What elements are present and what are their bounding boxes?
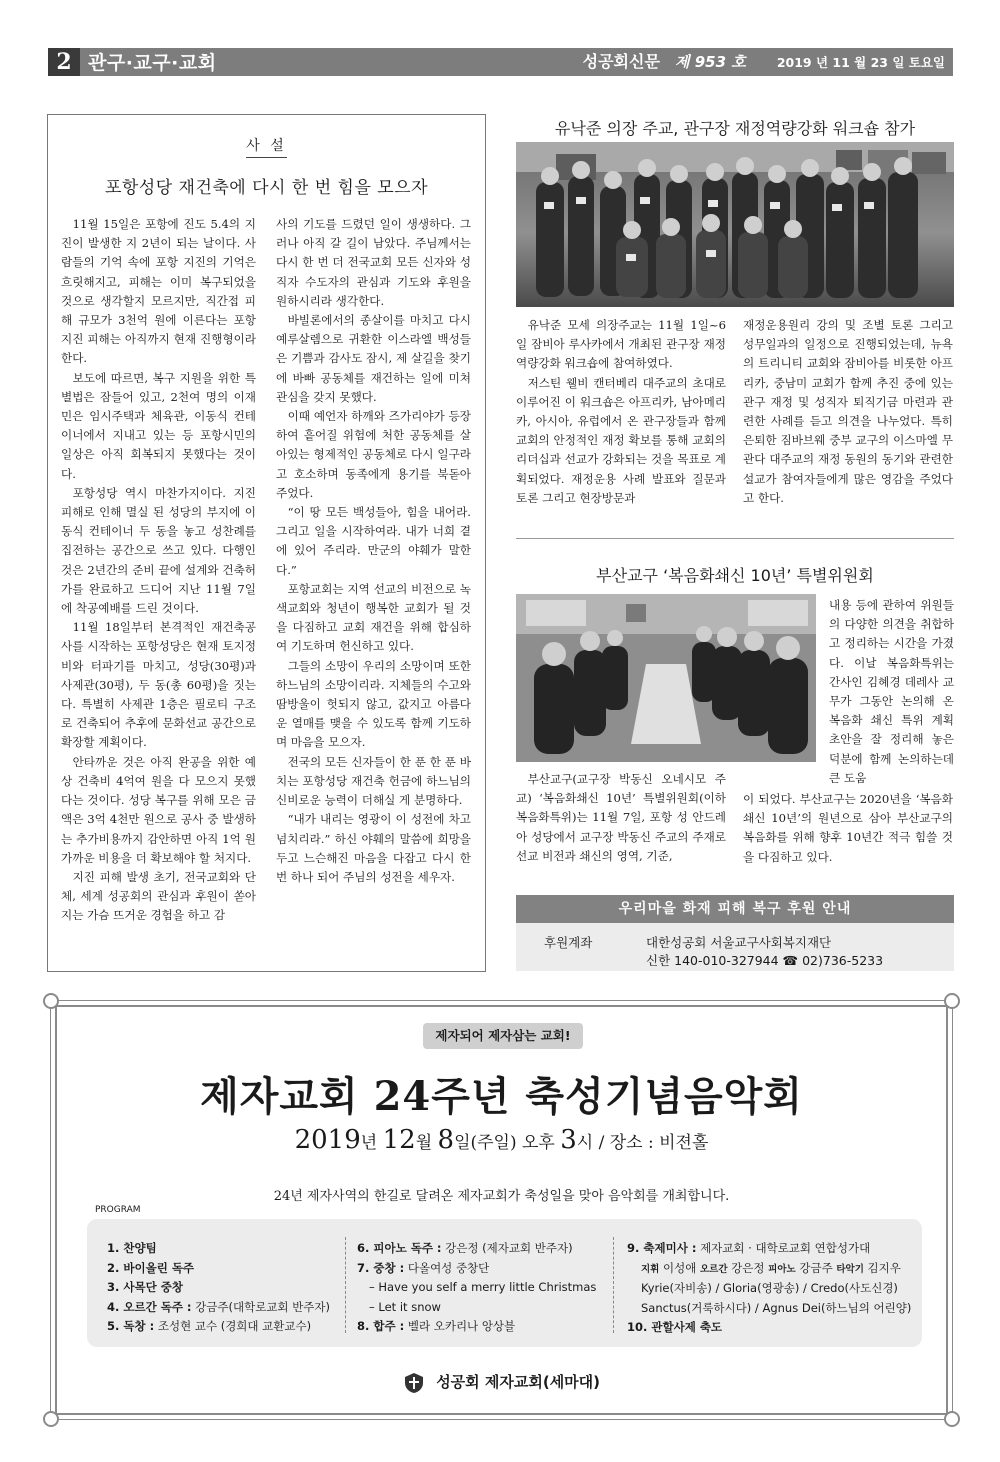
article-paragraph: 유낙준 모세 의장주교는 11월 1일~6일 잠비아 루사카에서 개최된 관구장 재정역량강화 워크숍에 참여하였다. [516, 318, 726, 371]
program-item: 5. 독창 : 조성현 교수 (경희대 교환교수) [107, 1319, 312, 1333]
ad-corner-ornament [944, 993, 960, 1009]
concert-date: 2019년 12월 8일(주일) 오후 3시 / 장소 : 비젼홀 [294, 1125, 709, 1155]
church-crest-icon [403, 1372, 425, 1394]
editorial-paragraph: 바빌론에서의 종살이를 마치고 다시 예루살렘으로 귀환한 이스라엘 백성들은 기쁨과 감사도 잠시, 제 살길을 찾기에 바빠 공동체를 재건하는 일에 미쳐 관심을 갖지 못했다. [276, 313, 471, 404]
concert-title: 제자교회 24주년 축성기념음악회 [200, 1073, 803, 1120]
relief-account-holder: 대한성공회 서울교구사회복지재단 [646, 935, 832, 950]
program-item: 7. 중창 : 다올여성 중창단 [357, 1260, 490, 1275]
program-performers: 지휘 이성애 오르간 강은정 피아노 강금주 타악기 김지우 [641, 1260, 901, 1275]
editorial-title: 포항성당 재건축에 다시 한 번 힘을 모으자 [104, 178, 429, 198]
editorial-paragraph: 사의 기도를 드렸던 일이 생생하다. 그러나 아직 갈 길이 남았다. 주님께서는 다시 한 번 더 전국교회 모든 신자와 성직자 수도자의 관심과 기도와 후원을 원하시리라 생각한다. [276, 217, 471, 308]
editorial-paragraph: 포항교회는 지역 선교의 비전으로 녹색교회와 청년이 행복한 교회가 될 것을 다짐하고 교회 재건을 위해 합심하여 기도하며 헌신하고 있다. [276, 581, 471, 654]
editorial-paragraph: 안타까운 것은 아직 완공을 위한 예상 건축비 4억여 원을 다 모으지 못했다는 것이다. 성당 복구를 위해 모은 금액은 3억 4천만 원으로 공사 중 발생하는 추가비용까지 감안하면 아직 1억 원 가까운 비용을 더 확보해야 할 처지다. [61, 754, 256, 865]
editorial-paragraph: 보도에 따르면, 복구 지원을 위한 특별법은 잠들어 있고, 2천여 명의 이재민은 임시주택과 체육관, 이동식 컨테이너에서 지내고 있는 등 포항시민의 일상은 아직 회복되지 못했다는 것이다. [61, 370, 256, 481]
page-header [48, 48, 953, 76]
program-item: 1. 찬양팀 [107, 1241, 157, 1255]
editorial-paragraph: 포항성당 역시 마찬가지이다. 지진 피해로 인해 멸실 된 성당의 부지에 이동식 컨테이너 두 동을 놓고 성찬례를 집전하는 공간으로 쓰고 있다. 다행인 것은 2년간의 준비 끝에 설계와 건축허가를 완료하고 드디어 지난 11월 7일에 착공예배를 드린 것이다. [61, 485, 256, 616]
issue-date: 2019 년 11 월 23 일 토요일 [776, 55, 945, 70]
article-1-title: 유낙준 의장 주교, 관구장 재정역량강화 워크숍 참가 [554, 119, 916, 138]
program-subitem: – Have you self a merry little Christmas [369, 1280, 597, 1294]
editorial-paragraph: 11월 15일은 포항에 진도 5.4의 지진이 발생한 지 2년이 되는 날이다. 사람들의 기억 속에 포항 지진의 기억은 흐릿해지고, 피해는 이미 복구되었을 것으로 생각할지 모르지만, 직간접 피해 규모가 3천억 원에 이른다는 포항 지진 피해는 아직까지 현재 진행형이라 한다. [61, 217, 256, 366]
editorial-paragraph: 전국의 모든 신자들이 한 푼 한 푼 바치는 포항성당 재건축 헌금에 하느님의 신비로운 능력이 더해실 게 분명하다. [276, 754, 471, 808]
article-2-column-2 [743, 790, 953, 867]
fire-relief-notice [516, 895, 954, 971]
program-item: 4. 오르간 독주 : 강금주(대학로교회 반주자) [107, 1299, 331, 1314]
article-2-column-1 [516, 770, 726, 866]
program-column-2 [357, 1239, 607, 1337]
editorial-kicker: 사 설 [48, 135, 485, 155]
article-paragraph: 재정운용원리 강의 및 조별 토론 그리고 성무일과의 일정으로 진행되었는데, 뉴욕의 트리니티 교회와 잠비아를 비롯한 아프리카, 중남미 교회가 함께 추진 중에 있는 관구 재정 및 성직자 퇴직기금 마련과 관련한 사례를 듣고 의견을 나누었다. 특히 은퇴한 짐바브웨 중부 교구의 이스마엘 무관다 대주교의 재정 동원의 동기와 관련한 설교가 참여자들에게 많은 영감을 주었다고 한다. [743, 318, 953, 505]
masthead [583, 48, 945, 77]
article-paragraph: 이 되었다. 부산교구는 2020년을 ‘복음화쇄신 10년’의 원년으로 삼아 부산교구의 복음화를 위해 향후 10년간 적극 힘쓸 것을 다짐하고 있다. [743, 792, 953, 864]
program-item: 2. 바이올린 독주 [107, 1260, 195, 1275]
ad-corner-ornament [944, 1411, 960, 1427]
program-item: 10. 관할사제 축도 [627, 1320, 723, 1334]
program-subitem: Kyrie(자비송) / Gloria(영광송) / Credo(사도신경) [641, 1281, 898, 1295]
editorial-paragraph: 그들의 소망이 우리의 소망이며 또한 하느님의 소망이리라. 지체들의 수고와 땀방울이 헛되지 않고, 값지고 아름다운 열매를 맺을 수 있도록 함께 기도하며 마음을 모으자. [276, 658, 471, 750]
program-divider [613, 1237, 614, 1333]
program-item: 8. 합주 : 벨라 오카리나 앙상블 [357, 1319, 516, 1333]
article-paragraph: 저스틴 웰비 캔터베리 대주교의 초대로 이루어진 이 워크숍은 아프리카, 남아메리카, 아시아, 유럽에서 온 관구장들과 함께 교회의 안정적인 재정 확보를 통해 교회의 리더십과 선교가 강화되는 것을 목표로 계획되었다. 재정운용 사례 발표와 질문과 토론 그리고 현장방문과 [516, 375, 726, 505]
editorial-column-1 [61, 215, 256, 926]
editorial-column-2 [276, 215, 471, 887]
program-label: PROGRAM [95, 1205, 141, 1215]
page-number: 2 [48, 48, 80, 76]
program-subitem: Sanctus(거룩하시다) / Agnus Dei(하느님의 어린양) [641, 1300, 912, 1315]
committee-meeting-photo [516, 594, 816, 762]
paper-name: 성공회신문 [582, 52, 660, 71]
relief-account-label: 후원계좌 [544, 935, 593, 950]
church-slogan-badge: 제자되어 제자삼는 교회! [423, 1023, 583, 1049]
relief-title: 우리마을 화재 피해 복구 후원 안내 [516, 895, 954, 923]
relief-account-number: 신한 140-010-327944 ☎ 02)736-5233 [646, 953, 884, 968]
section-divider [516, 538, 954, 539]
workshop-group-photo [516, 142, 954, 307]
article-1-column-1 [516, 316, 726, 508]
editorial-box [47, 114, 486, 972]
editorial-paragraph: 이때 예언자 하깨와 즈가리야가 등장하여 흩어질 위험에 처한 공동체를 살아있는 형제적인 공동체로 다시 일구라고 호소하며 동족에게 용기를 북돋아 주었다. [276, 409, 471, 500]
program-item: 6. 피아노 독주 : 강은정 (제자교회 반주자) [357, 1241, 573, 1255]
program-box [87, 1219, 922, 1347]
church-signature [51, 1371, 952, 1394]
editorial-paragraph: “이 땅 모든 백성들아, 힘을 내어라. 그리고 일을 시작하여라. 내가 너희 곁에 있어 주리라. 만군의 야훼가 말한다.” [276, 505, 471, 577]
section-title: 관구·교구·교회 [88, 52, 217, 74]
article-paragraph: 내용 등에 관하여 위원들의 다양한 의견을 취합하고 정리하는 시간을 가졌다. 이날 복음화특위는 간사인 김혜경 데레사 교무가 그동안 논의해 온 복음화 쇄신 특위 계획 초안을 잘 정리해 놓은 덕분에 함께 논의하는데 큰 도움 [829, 598, 954, 785]
program-item: 9. 축제미사 : 제자교회 · 대학로교회 연합성가대 [627, 1241, 871, 1255]
article-2-title: 부산교구 ‘복음화쇄신 10년’ 특별위원회 [596, 566, 874, 585]
article-2-side-column [829, 596, 954, 788]
editorial-paragraph: 11월 18일부터 본격적인 재건축공사를 시작하는 포항성당은 현재 토지정비와 터파기를 마치고, 성당(30평)과 사제관(30평), 두 동(총 60평)을 짓는다. 특별히 사제관 1층은 필로티 구조로 건축되어 추후에 문화선교 공간으로 확장할 계획이다. [61, 620, 256, 750]
article-1-column-2 [743, 316, 953, 508]
editorial-paragraph: “내가 내리는 영광이 이 성전에 차고 넘치리라.” 하신 야훼의 말씀에 희망을 두고 느슨해진 마음을 다잡고 다시 한 번 하나 되어 주님의 성전을 세우자. [276, 812, 471, 884]
concert-advertisement [50, 1000, 953, 1420]
program-column-1 [107, 1239, 337, 1337]
editorial-paragraph: 지진 피해 발생 초기, 전국교회와 단체, 세계 성공회의 관심과 후원이 쏟아지는 가슴 뜨거운 경험을 하고 감 [61, 869, 256, 923]
program-divider [345, 1237, 346, 1333]
program-item: 3. 사목단 중창 [107, 1280, 183, 1294]
issue-number: 제 953 호 [675, 53, 746, 71]
ad-corner-ornament [43, 1411, 59, 1427]
program-column-3 [627, 1239, 917, 1338]
concert-description: 24년 제자사역의 한길로 달려온 제자교회가 축성일을 맞아 음악회를 개최합니다. [273, 1189, 730, 1204]
church-name: 성공회 제자교회(세마대) [436, 1373, 601, 1391]
ad-corner-ornament [43, 993, 59, 1009]
article-paragraph: 부산교구(교구장 박동신 오네시모 주교) ‘복음화쇄신 10년’ 특별위원회(이하 복음화특위)는 11월 7일, 포항 성 안드레아 성당에서 교구장 박동신 주교의 주재로 선교 비전과 쇄신의 영역, 기준, [516, 772, 726, 863]
program-subitem: – Let it snow [369, 1299, 441, 1314]
